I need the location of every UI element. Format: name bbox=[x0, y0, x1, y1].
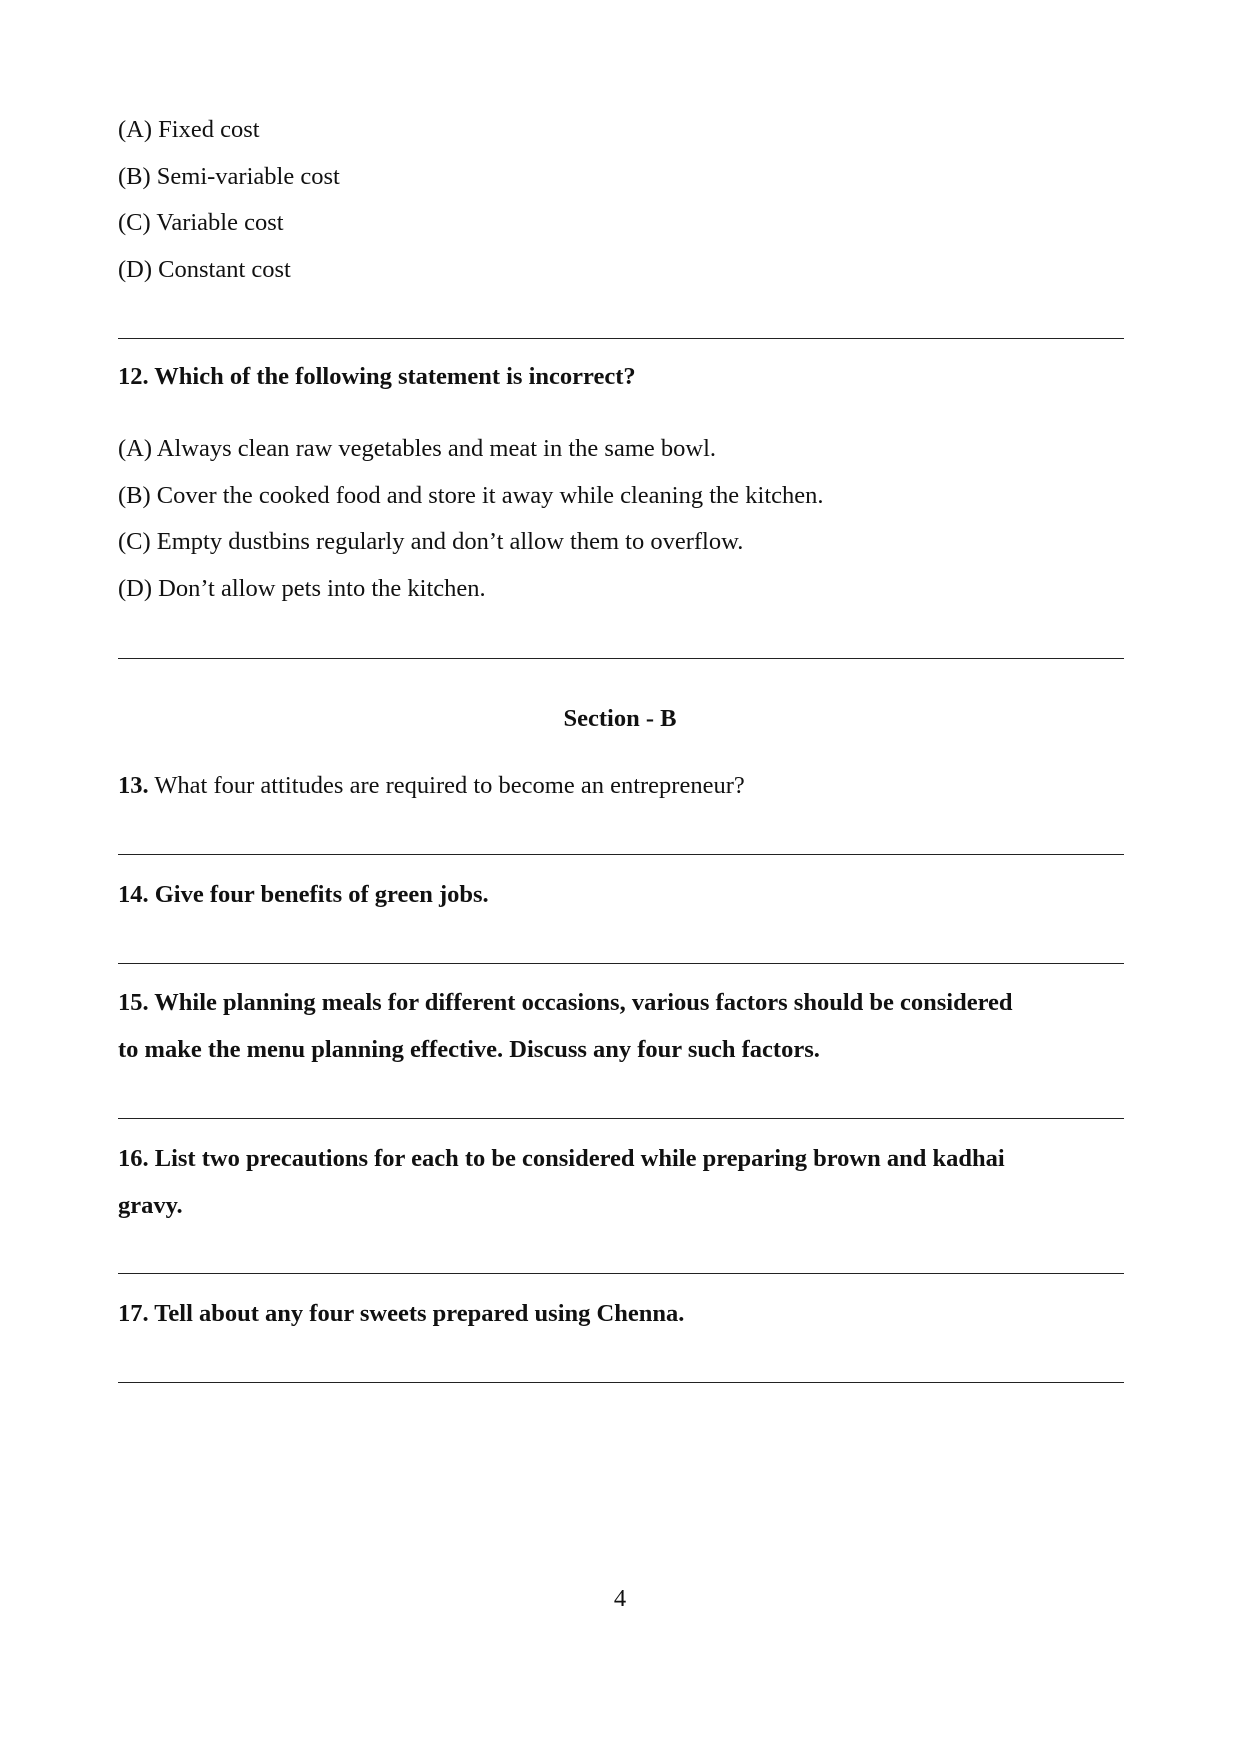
q12-option-a: (A) Always clean raw vegetables and meat in the same bowl. bbox=[118, 435, 717, 462]
q13-text: What four attitudes are required to become an entrepreneur? bbox=[154, 772, 745, 799]
section-title: Section - B bbox=[563, 705, 677, 732]
divider bbox=[118, 963, 1124, 964]
q14-question: 14. Give four benefits of green jobs. bbox=[118, 881, 489, 908]
q16-question-line2: gravy. bbox=[118, 1192, 183, 1219]
q15-question-line1: 15. While planning meals for different occasions, various factors should be considered bbox=[118, 989, 1013, 1016]
divider bbox=[118, 1382, 1124, 1383]
q11-option-b: (B) Semi-variable cost bbox=[118, 163, 340, 190]
q12-option-b: (B) Cover the cooked food and store it away while cleaning the kitchen. bbox=[118, 482, 824, 509]
divider bbox=[118, 658, 1124, 659]
q11-option-a: (A) Fixed cost bbox=[118, 116, 260, 143]
q15-question-line2: to make the menu planning effective. Discuss any four such factors. bbox=[118, 1036, 820, 1063]
q11-option-c: (C) Variable cost bbox=[118, 209, 284, 236]
q13-number: 13. bbox=[118, 772, 149, 799]
q12-question: 12. Which of the following statement is incorrect? bbox=[118, 363, 636, 390]
page-number: 4 bbox=[613, 1585, 627, 1612]
divider bbox=[118, 854, 1124, 855]
divider bbox=[118, 338, 1124, 339]
divider bbox=[118, 1118, 1124, 1119]
divider bbox=[118, 1273, 1124, 1274]
q11-option-d: (D) Constant cost bbox=[118, 256, 291, 283]
q12-option-c: (C) Empty dustbins regularly and don’t allow them to overflow. bbox=[118, 528, 744, 555]
q12-option-d: (D) Don’t allow pets into the kitchen. bbox=[118, 575, 486, 602]
q16-question-line1: 16. List two precautions for each to be considered while preparing brown and kadhai bbox=[118, 1145, 1005, 1172]
q17-question: 17. Tell about any four sweets prepared using Chenna. bbox=[118, 1300, 685, 1327]
q13-question bbox=[118, 771, 745, 801]
